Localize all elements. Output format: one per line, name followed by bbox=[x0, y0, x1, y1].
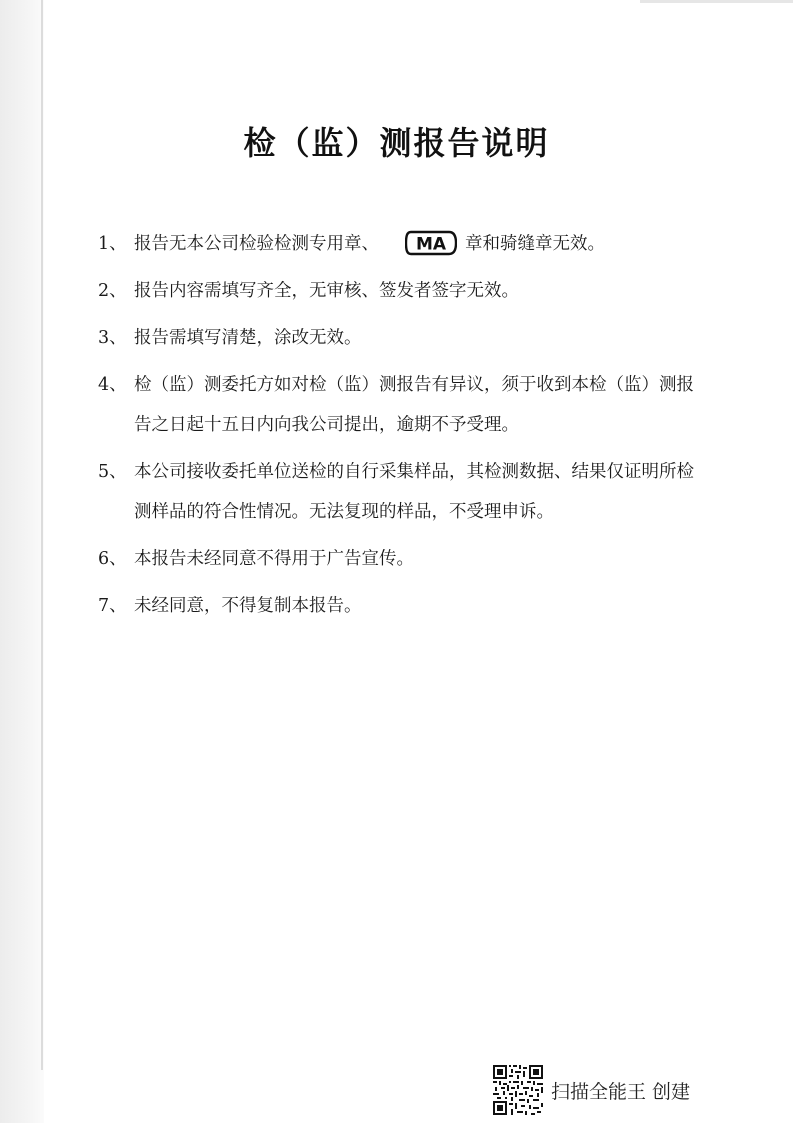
scan-edge bbox=[0, 0, 44, 1123]
list-item bbox=[98, 452, 698, 532]
item-text: 报告需填写清楚，涂改无效。 bbox=[134, 328, 362, 348]
list-item bbox=[98, 539, 698, 579]
item-text bbox=[134, 224, 698, 264]
item-text: 检（监）测委托方如对检（监）测报告有异议，须于收到本检（监）测报告之日起十五日内向我公司提出，逾期不予受理。 bbox=[134, 375, 694, 435]
item-text: 本报告未经同意不得用于广告宣传。 bbox=[134, 549, 414, 569]
item-number: 2、 bbox=[98, 281, 127, 301]
scan-top-edge bbox=[640, 0, 793, 3]
item-text: 本公司接收委托单位送检的自行采集样品，其检测数据、结果仅证明所检测样品的符合性情况。无法复现的样品，不受理申诉。 bbox=[134, 462, 694, 522]
item-number: 5、 bbox=[98, 462, 127, 482]
item-number: 3、 bbox=[98, 328, 127, 348]
item-number: 4、 bbox=[98, 375, 127, 395]
list-item bbox=[98, 271, 698, 311]
list-item bbox=[98, 224, 698, 264]
item-number: 1、 bbox=[98, 234, 127, 254]
qr-code-icon bbox=[493, 1065, 543, 1115]
cma-logo-text: MA bbox=[415, 234, 447, 254]
watermark-text: 扫描全能王 创建 bbox=[551, 1080, 691, 1103]
page-title: 检（监）测报告说明 bbox=[243, 124, 550, 162]
item-number: 6、 bbox=[98, 549, 127, 569]
list-item bbox=[98, 586, 698, 626]
item-text-before-logo: 报告无本公司检验检测专用章、 bbox=[134, 234, 379, 254]
cma-logo-icon bbox=[405, 229, 457, 257]
item-text-after-logo: 章和骑缝章无效。 bbox=[465, 234, 605, 254]
item-number: 7、 bbox=[98, 596, 127, 616]
item-text: 未经同意，不得复制本报告。 bbox=[134, 596, 362, 616]
list-item bbox=[98, 318, 698, 358]
scanner-watermark bbox=[493, 1065, 690, 1115]
list-item bbox=[98, 365, 698, 445]
item-text: 报告内容需填写齐全，无审核、签发者签字无效。 bbox=[134, 281, 519, 301]
notice-list bbox=[98, 224, 698, 633]
